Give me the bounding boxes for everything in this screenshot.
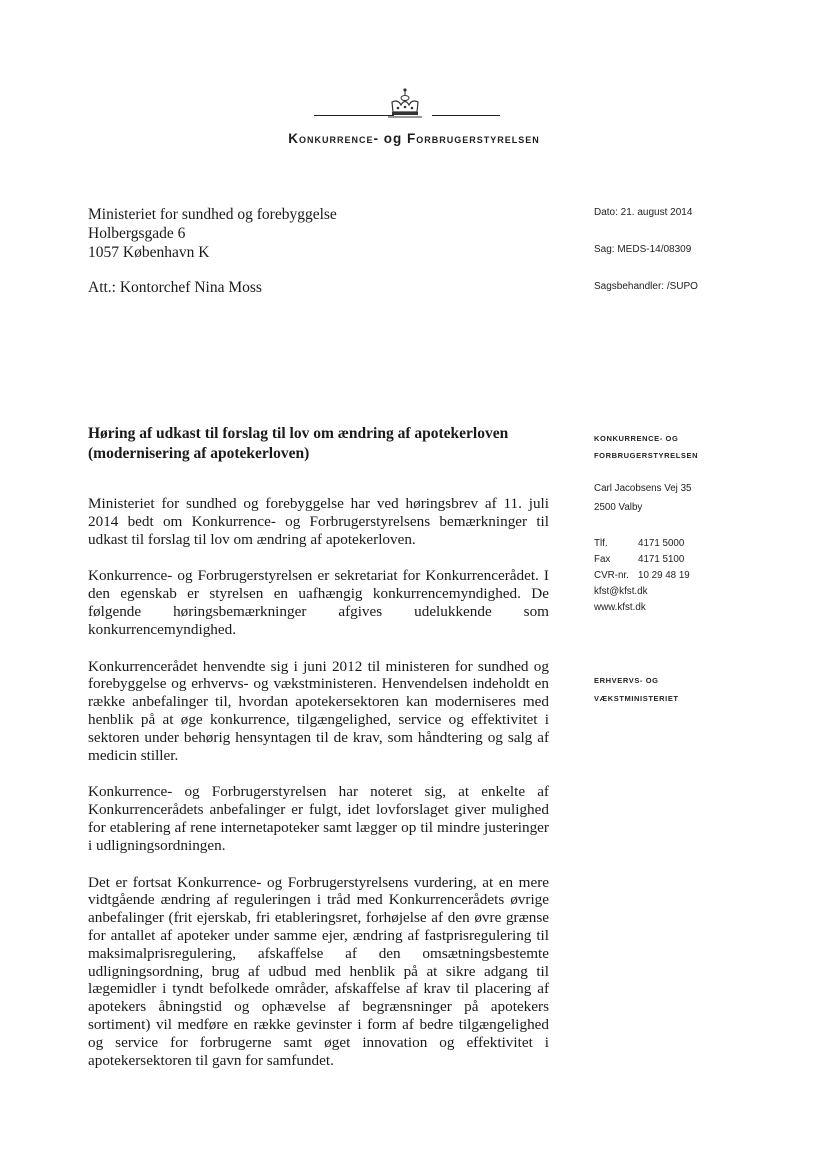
letter-date: Dato: 21. august 2014	[594, 207, 693, 218]
fax-row: Fax 4171 5100	[594, 554, 685, 565]
crown-logo	[380, 86, 430, 122]
body-paragraph: Det er fortsat Konkurrence- og Forbrugerstyrelsens vurdering, at en mere vidtgående ændring af reguleringen i tråd med Konkurrencerådets øvrige anbefalinger (frit ejerskab, fri etableringsret, forhøjelse af den øvre grænse for antallet af apoteker under samme ejer, ændring af fastprisregulering til maksimalprisregulering, afskaffelse af den omsætningsbestemte udligningsordning, brug af udbud med henblik på at sikre adgang til lægemidler i tyndt befolkede områder, afskaffelse af krav til placering af apotekers åbningstid og ophævelse af begrænsninger på apotekers sortiment) vil medføre en række gevinster i form af bedre tilgængelighed og service for forbrugerne samt øget innovation og effektivitet i apotekersektoren til gavn for samfundet.	[88, 873, 549, 1069]
sidebar-city: 2500 Valby	[594, 502, 643, 513]
email-link[interactable]: kfst@kfst.dk	[594, 586, 648, 597]
body-paragraph: Ministeriet for sundhed og forebyggelse har ved høringsbrev af 11. juli 2014 bedt om Konkurrence- og Forbrugerstyrelsens bemærkninger til udkast til forslag til lov om ændring af apotekerloven.	[88, 495, 549, 548]
cvr-row: CVR-nr. 10 29 48 19	[594, 570, 690, 581]
body-paragraph: Konkurrence- og Forbrugerstyrelsen er sekretariat for Konkurrencerådet. I den egenskab er styrelsen en uafhængig konkurrencemyndighed. De følgende høringsbemærkninger afgives udelukkende som konkurrencemyndighed.	[88, 567, 549, 638]
sidebar-org-name: KONKURRENCE- OG FORBRUGERSTYRELSEN	[594, 434, 699, 460]
sidebar-ministry: ERHVERVS- OG VÆKSTMINISTERIET	[594, 676, 679, 703]
subject-heading: Høring af udkast til forslag til lov om ændring af apotekerloven (modernisering af apotekerloven)	[88, 425, 509, 462]
body-paragraph: Konkurrence- og Forbrugerstyrelsen har noteret sig, at enkelte af Konkurrencerådets anbefalinger er fulgt, idet lovforslaget giver mulighed for etablering af rene internetapoteker samt lægger op til mindre justeringer i udligningsordningen.	[88, 783, 549, 854]
sidebar-street: Carl Jacobsens Vej 35	[594, 483, 692, 494]
phone-row: Tlf. 4171 5000	[594, 538, 685, 549]
body-paragraph: Konkurrencerådet henvendte sig i juni 2012 til ministeren for sundhed og forebyggelse og erhvervs- og vækstministeren. Henvendelsen indeholdt en række anbefalinger til, hvordan apotekersektoren kan moderniseres med henblik på at øge konkurrence, tilgængelighed, service og effektivitet i sektoren under behørig hensyntagen til de krav, som håndtering og salg af medicin stiller.	[88, 657, 549, 764]
letter-body	[88, 495, 549, 1088]
header-rule-left	[314, 115, 394, 116]
org-title: Konkurrence- og Forbrugerstyrelsen	[288, 131, 540, 146]
recipient-line-3: 1057 København K	[88, 244, 210, 261]
case-number: Sag: MEDS-14/08309	[594, 244, 692, 255]
sidebar-address	[594, 479, 691, 517]
header-rule-right	[432, 115, 500, 116]
case-handler: Sagsbehandler: /SUPO	[594, 281, 698, 292]
recipient-line-1: Ministeriet for sundhed og forebyggelse	[88, 206, 337, 223]
attention-line: Att.: Kontorchef Nina Moss	[88, 279, 262, 296]
recipient-address	[88, 205, 337, 262]
website-link[interactable]: www.kfst.dk	[594, 602, 646, 613]
recipient-line-2: Holbergsgade 6	[88, 225, 186, 242]
sidebar-contacts	[594, 536, 690, 616]
